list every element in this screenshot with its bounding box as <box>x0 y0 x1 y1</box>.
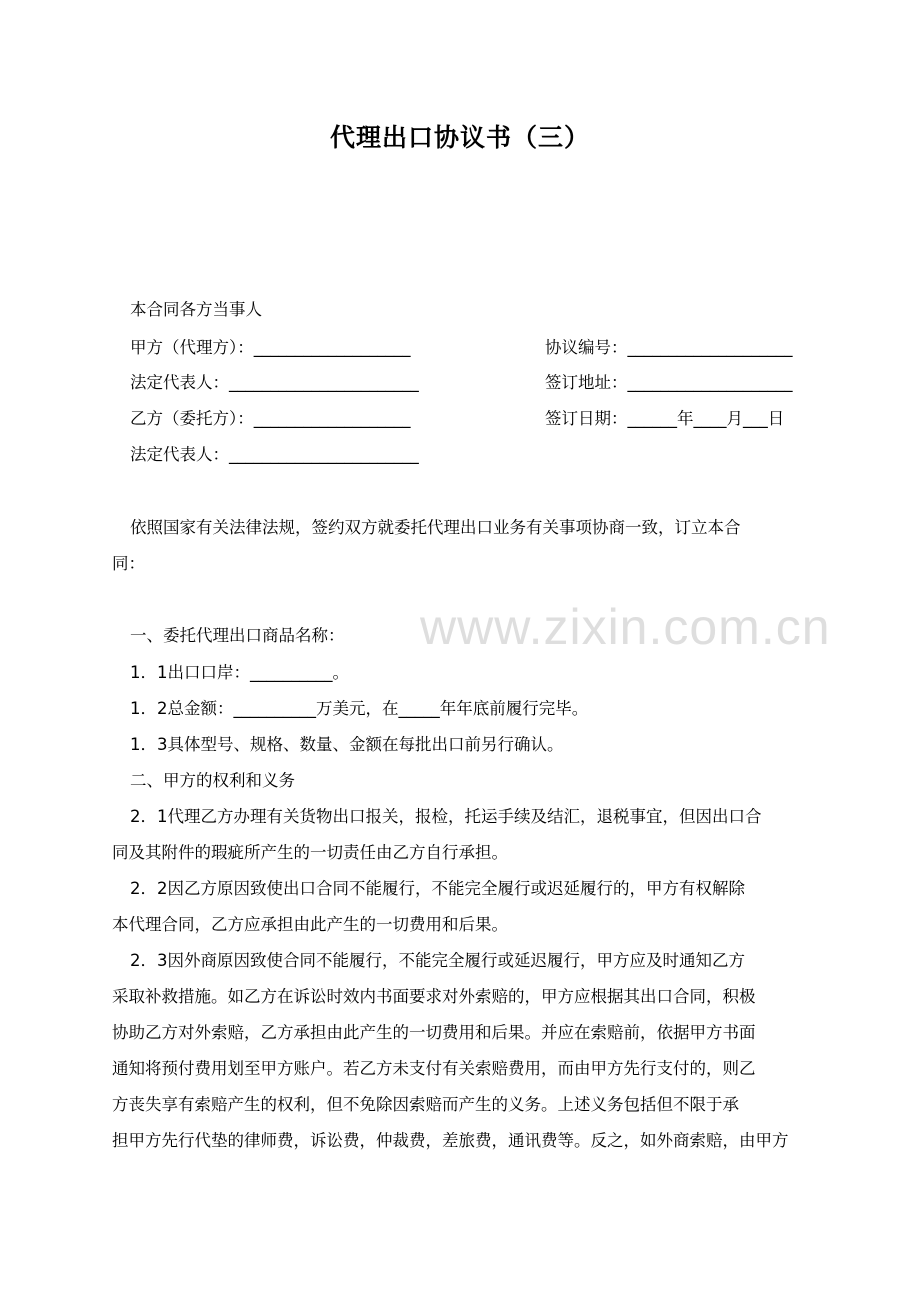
sign-place-field: 签订地址：____________________ <box>545 373 793 392</box>
clause-2-2-line-2: 本代理合同，乙方应承担由此产生的一切费用和后果。 <box>112 915 508 934</box>
clause-1-2: 1．2总金额：__________万美元，在_____年年底前履行完毕。 <box>130 699 589 718</box>
clause-1-3: 1．3具体型号、规格、数量、金额在每批出口前另行确认。 <box>130 735 564 754</box>
preamble-line-1: 依照国家有关法律法规，签约双方就委托代理出口业务有关事项协商一致，订立本合 <box>130 518 741 537</box>
clause-2-3-line-2: 采取补救措施。如乙方在诉讼时效内书面要求对外索赔的，甲方应根据其出口合同，积极 <box>112 987 756 1006</box>
section-1-heading: 一、委托代理出口商品名称： <box>130 626 345 645</box>
sign-date-field: 签订日期：______年____月___日 <box>545 409 785 428</box>
clause-2-1-line-2: 同及其附件的瑕疵所产生的一切责任由乙方自行承担。 <box>112 843 508 862</box>
clause-2-3-line-3: 协助乙方对外索赔，乙方承担由此产生的一切费用和后果。并应在索赔前，依据甲方书面 <box>112 1023 756 1042</box>
section-2-heading: 二、甲方的权利和义务 <box>130 771 295 790</box>
clause-2-3-line-6: 担甲方先行代垫的律师费，诉讼费，仲裁费，差旅费，通讯费等。反之，如外商索赔，由甲方 <box>112 1131 789 1150</box>
clause-1-1: 1．1出口口岸：__________。 <box>130 663 349 682</box>
clause-2-3-line-4: 通知将预付费用划至甲方账户。若乙方未支付有关索赔费用，而由甲方先行支付的，则乙 <box>112 1059 756 1078</box>
watermark: www.zixin.com.cn <box>420 599 831 655</box>
clause-2-2-line-1: 2．2因乙方原因致使出口合同不能履行，不能完全履行或迟延履行的，甲方有权解除 <box>130 879 745 898</box>
party-b-field: 乙方（委托方）：___________________ <box>130 409 411 428</box>
legal-rep-a-field: 法定代表人：_______________________ <box>130 373 419 392</box>
preamble-line-2: 同： <box>112 554 145 573</box>
clause-2-1-line-1: 2．1代理乙方办理有关货物出口报关，报检，托运手续及结汇，退税事宜，但因出口合 <box>130 807 762 826</box>
clause-2-3-line-5: 方丧失享有索赔产生的权利，但不免除因索赔而产生的义务。上述义务包括但不限于承 <box>112 1095 739 1114</box>
parties-intro: 本合同各方当事人 <box>130 300 262 319</box>
agreement-number-field: 协议编号：____________________ <box>545 338 793 357</box>
party-a-field: 甲方（代理方）：___________________ <box>130 338 411 357</box>
legal-rep-b-field: 法定代表人：_______________________ <box>130 445 419 464</box>
clause-2-3-line-1: 2．3因外商原因致使合同不能履行，不能完全履行或延迟履行，甲方应及时通知乙方 <box>130 951 745 970</box>
document-title: 代理出口协议书（三） <box>329 123 590 152</box>
